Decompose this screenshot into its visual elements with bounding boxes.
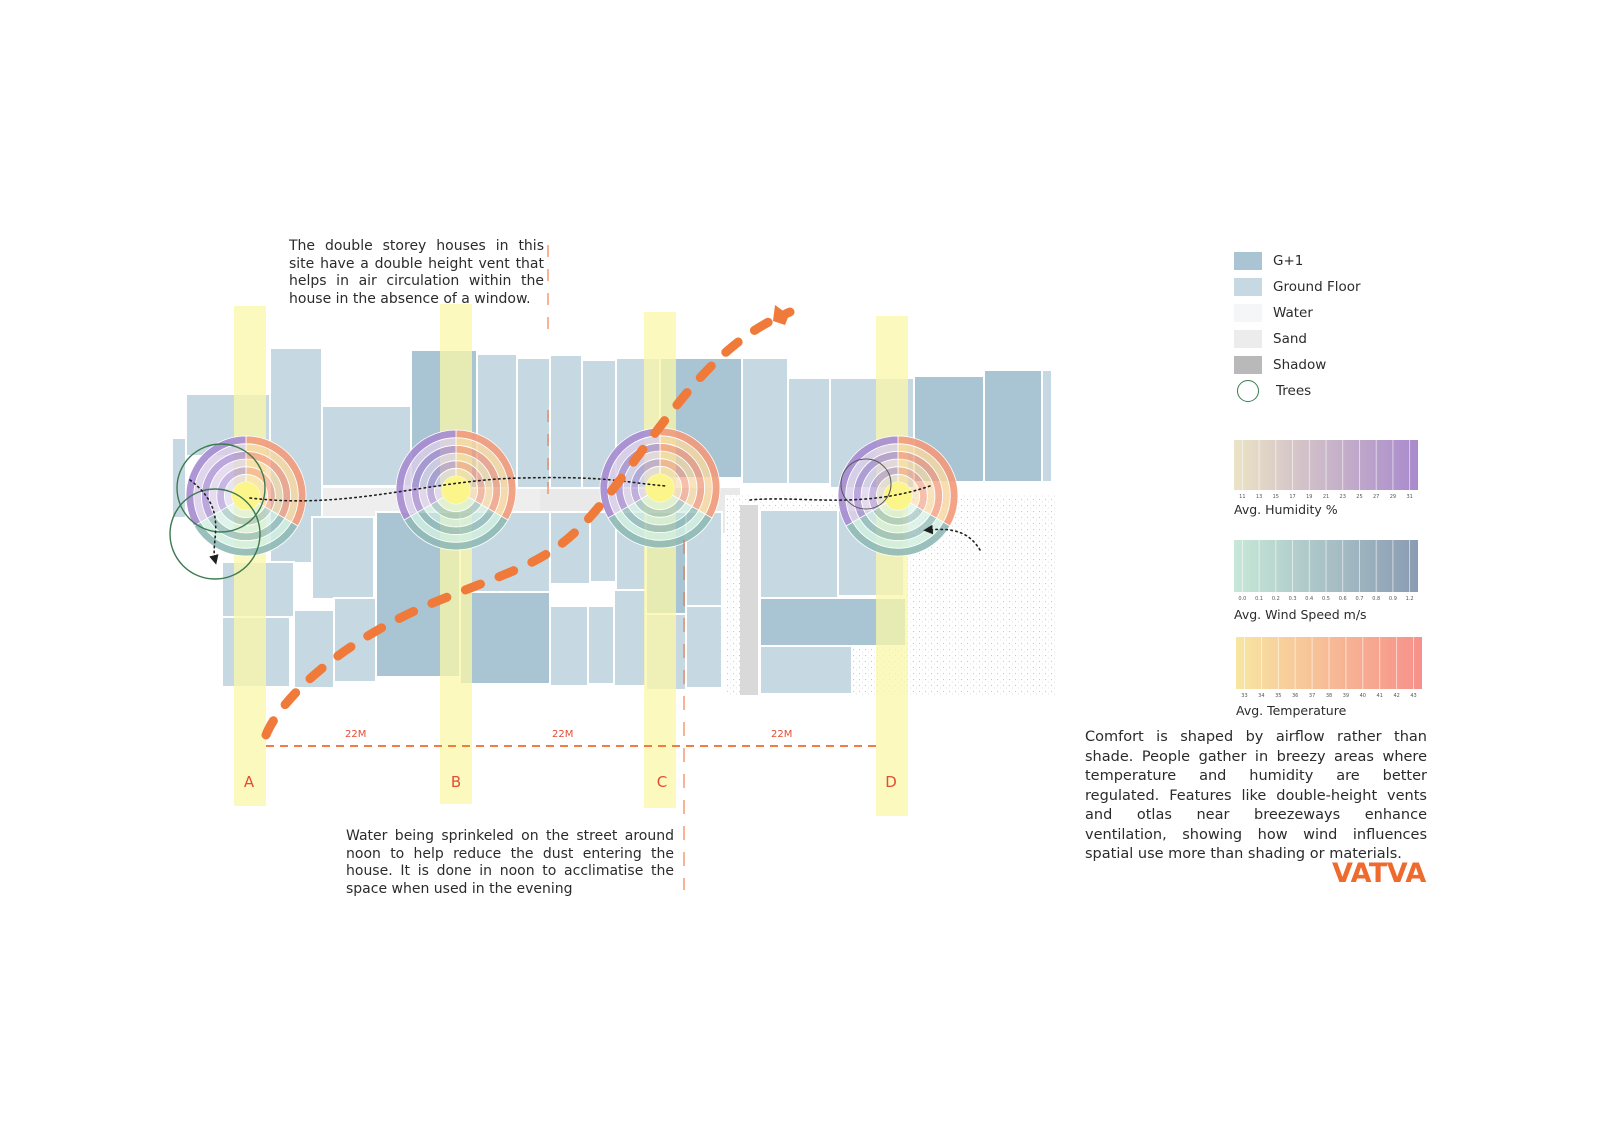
shadow-swatch bbox=[1234, 356, 1262, 374]
scale-tick-label: 11 bbox=[1239, 494, 1246, 500]
scale-tick-label: 34 bbox=[1258, 693, 1265, 699]
ground-floor-swatch bbox=[1234, 278, 1262, 296]
spray-icon bbox=[773, 305, 789, 325]
scale-tick-label: 13 bbox=[1255, 494, 1263, 500]
water-swatch bbox=[1234, 304, 1262, 322]
section-label-d: D bbox=[885, 773, 897, 791]
scale-tick-label: 19 bbox=[1306, 494, 1313, 500]
brand-logo: VATVA bbox=[1332, 858, 1426, 889]
legend-label: Shadow bbox=[1273, 357, 1327, 373]
section-labels bbox=[244, 773, 897, 791]
temperature-scale-title: Avg. Temperature bbox=[1236, 703, 1347, 718]
section-label-a: A bbox=[243, 773, 255, 791]
scale-tick-label: 17 bbox=[1289, 494, 1296, 500]
legend-item-trees bbox=[1234, 378, 1454, 404]
scale-tick-label: 0.4 bbox=[1305, 596, 1314, 602]
tree-icon bbox=[1237, 380, 1259, 402]
spacing-labels bbox=[345, 729, 792, 740]
scale-tick-label: 15 bbox=[1272, 494, 1280, 500]
humidity-scale-title: Avg. Humidity % bbox=[1234, 502, 1338, 517]
scale-tick-label: 21 bbox=[1322, 494, 1330, 500]
spacing-label-ab: 22M bbox=[345, 729, 367, 740]
scale-tick-label: 0.0 bbox=[1238, 596, 1247, 602]
scale-tick-label: 31 bbox=[1406, 494, 1413, 500]
legend-label: Sand bbox=[1273, 331, 1307, 347]
scale-tick-label: 43 bbox=[1410, 693, 1417, 699]
scale-tick-label: 23 bbox=[1339, 494, 1346, 500]
ring-center bbox=[646, 474, 674, 502]
scale-tick-label: 0.6 bbox=[1338, 596, 1347, 602]
climate-ring bbox=[186, 436, 306, 556]
scale-tick-label: 35 bbox=[1275, 693, 1282, 699]
legend bbox=[1234, 248, 1454, 404]
legend-item-shadow bbox=[1234, 352, 1454, 378]
scale-tick-label: 36 bbox=[1291, 693, 1299, 699]
scale-tick-label: 37 bbox=[1308, 693, 1316, 699]
scale-tick-label: 0.8 bbox=[1372, 596, 1381, 602]
scale-tick-label: 0.3 bbox=[1288, 596, 1297, 602]
scale-tick-label: 40 bbox=[1359, 693, 1367, 699]
spacing-label-cd: 22M bbox=[771, 729, 793, 740]
legend-item-ground-floor bbox=[1234, 274, 1454, 300]
legend-item-water bbox=[1234, 300, 1454, 326]
ring-center bbox=[442, 476, 470, 504]
scale-tick-label: 0.9 bbox=[1388, 596, 1397, 602]
climate-ring bbox=[838, 436, 958, 556]
g-plus-1-swatch bbox=[1234, 252, 1262, 270]
scale-tick-label: 42 bbox=[1393, 693, 1400, 699]
legend-label: Ground Floor bbox=[1273, 279, 1361, 295]
section-label-c: C bbox=[656, 773, 668, 791]
scale-tick-label: 39 bbox=[1342, 693, 1350, 699]
section-label-b: B bbox=[450, 773, 462, 791]
scale-tick-label: 0.7 bbox=[1355, 596, 1364, 602]
legend-label: Trees bbox=[1276, 383, 1312, 399]
wind-scale bbox=[1234, 540, 1418, 602]
scale-tick-label: 0.2 bbox=[1271, 596, 1280, 602]
legend-label: Water bbox=[1273, 305, 1313, 321]
scale-tick-label: 25 bbox=[1356, 494, 1363, 500]
scale-tick-label: 0.5 bbox=[1322, 596, 1330, 602]
scale-tick-label: 38 bbox=[1325, 693, 1333, 699]
legend-item-g-plus-1 bbox=[1234, 248, 1454, 274]
sand-swatch bbox=[1234, 330, 1262, 348]
scale-tick-label: 27 bbox=[1372, 494, 1380, 500]
scale-tick-label: 29 bbox=[1389, 494, 1397, 500]
spacing-label-bc: 22M bbox=[552, 729, 574, 740]
note-double-height-vent: The double storey houses in this site have a double height vent that helps in air circulation within the house in the absence of a window. bbox=[289, 238, 544, 307]
ring-center bbox=[232, 482, 260, 510]
legend-item-sand bbox=[1234, 326, 1454, 352]
scale-tick-label: 33 bbox=[1241, 693, 1248, 699]
scale-tick-label: 1.2 bbox=[1405, 596, 1414, 602]
temperature-scale bbox=[1236, 637, 1422, 699]
scale-tick-label: 41 bbox=[1376, 693, 1383, 699]
note-water-sprinkling: Water being sprinkeled on the street around noon to help reduce the dust entering the house. It is done in noon to acclimatise the space when used in the evening bbox=[346, 828, 674, 897]
humidity-scale bbox=[1234, 440, 1418, 500]
note-comfort-summary: Comfort is shaped by airflow rather than shade. People gather in breezy areas where temperature and humidity are better regulated. Features like double-height vents and otlas near breezeways enhance ventilation, showing how wind influences spatial use more than shading or materials. bbox=[1085, 729, 1427, 862]
wind-scale-title: Avg. Wind Speed m/s bbox=[1234, 607, 1367, 622]
scale-tick-label: 0.1 bbox=[1255, 596, 1264, 602]
legend-label: G+1 bbox=[1273, 253, 1304, 269]
